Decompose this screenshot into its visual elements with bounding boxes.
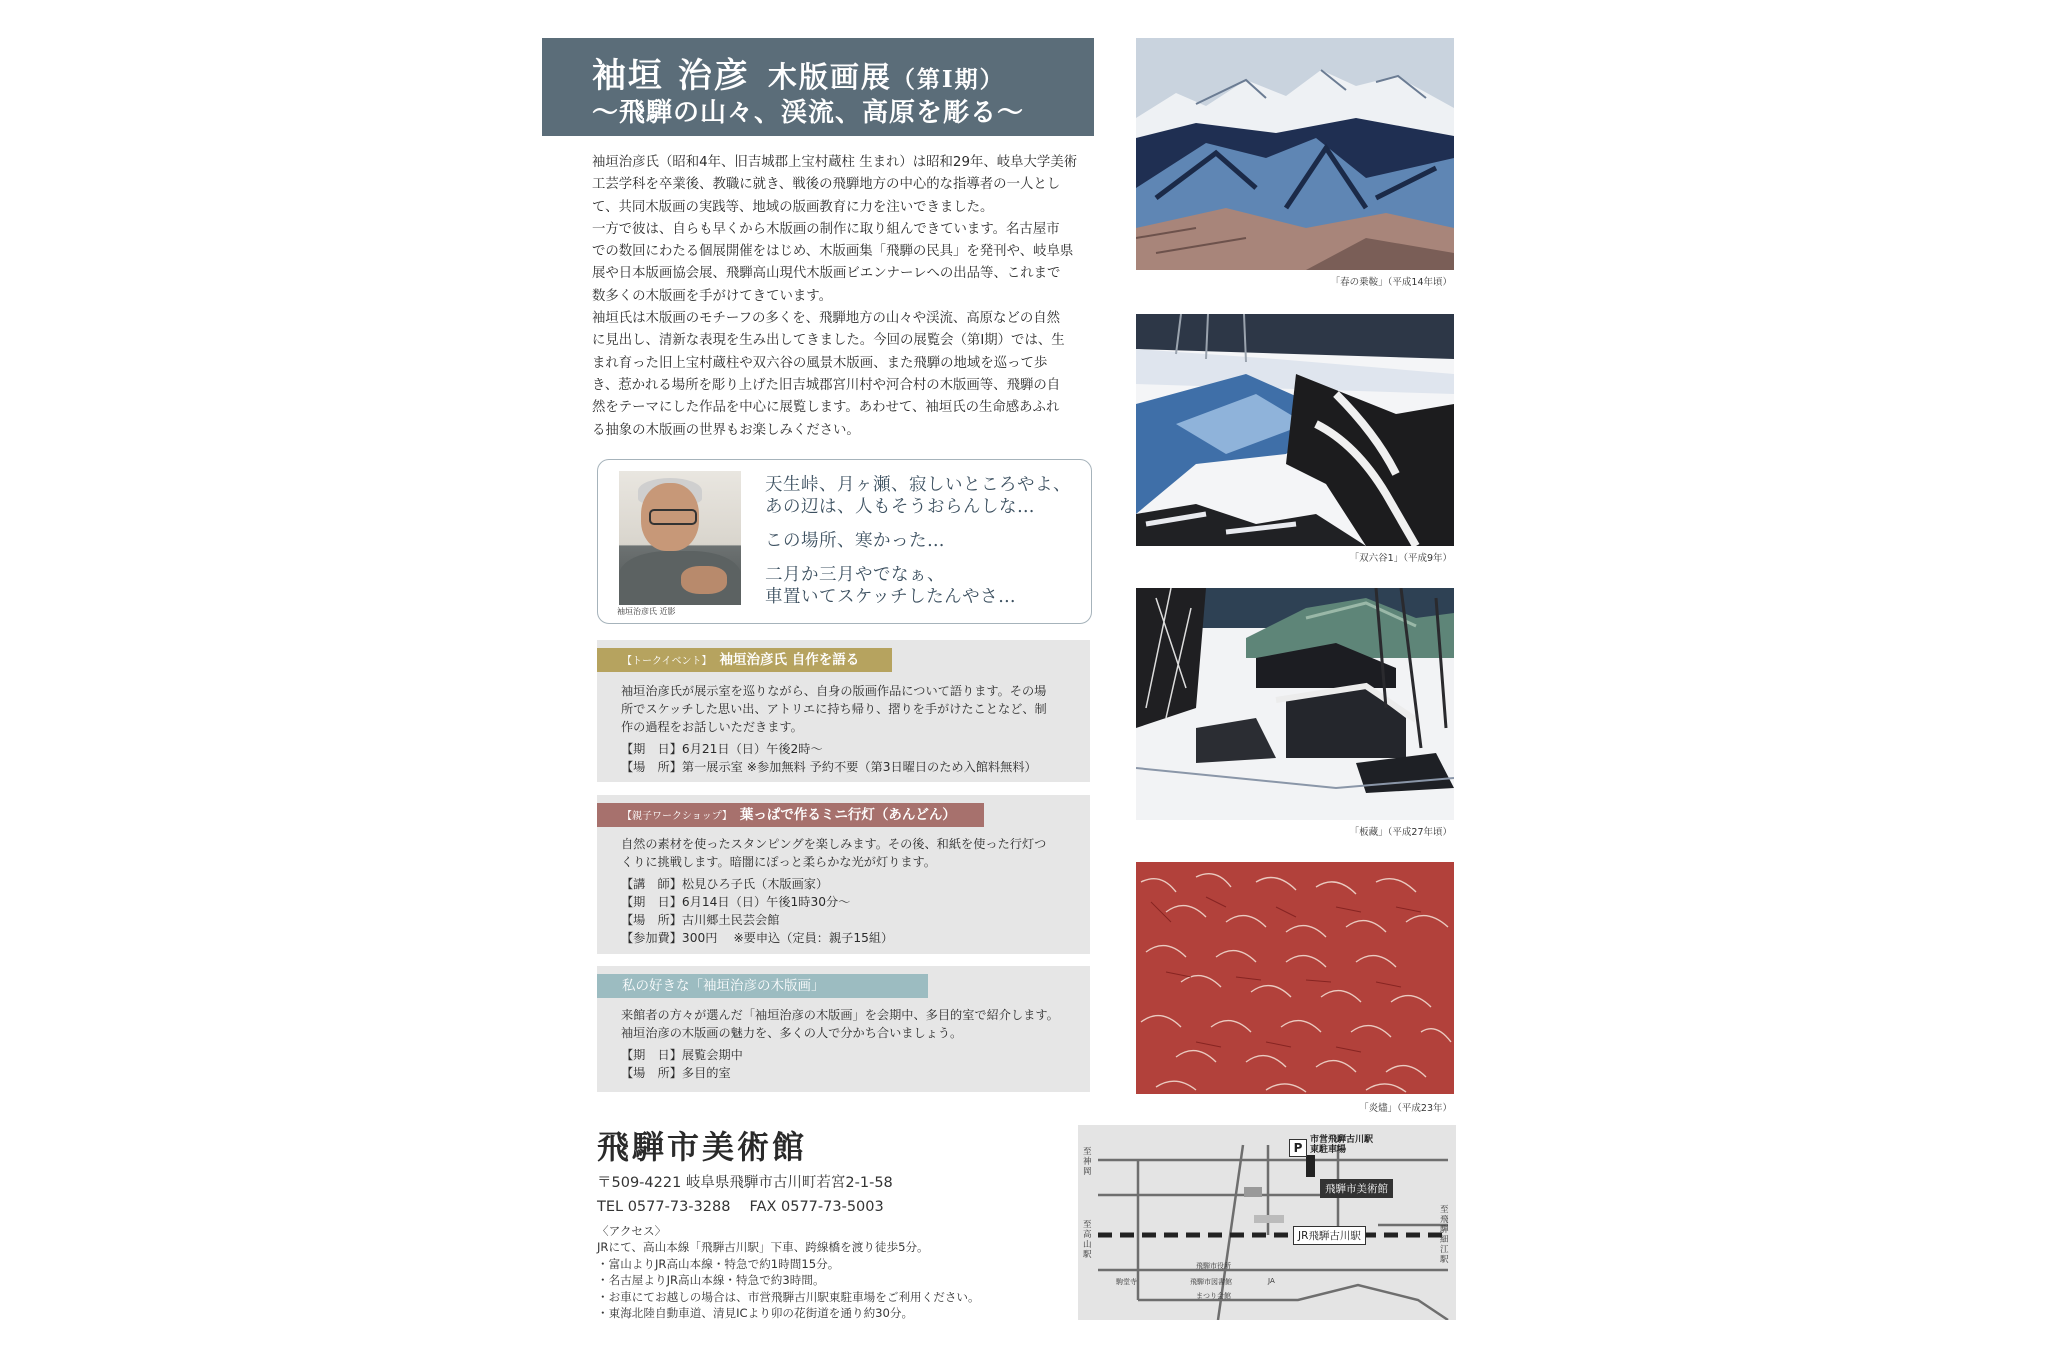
museum-name: 飛騨市美術館 [597,1128,808,1166]
intro-line: き、惹かれる場所を彫り上げた旧吉城郡宮川村や河合村の木版画等、飛騨の自 [592,377,1061,393]
parking-label-line: 東駐車場 [1310,1145,1347,1155]
map-station-label: JR飛騨古川駅 [1293,1226,1366,1245]
intro-line: 工芸学科を卒業後、教職に就き、戦後の飛騨地方の中心的な指導者の一人とし [592,177,1061,193]
access-line: ・お車にてお越しの場合は、市営飛騨古川駅東駐車場をご利用ください。 [597,1289,980,1304]
intro-line: 然をテーマにした作品を中心に展覧します。あわせて、袖垣氏の生命感あふれ [592,400,1060,416]
exhibition-name: 木版画展 [767,60,892,94]
museum-phone: TEL 0577-73-3288 FAX 0577-73-5003 [597,1199,884,1215]
access-title: 〈アクセス〉 [597,1224,667,1238]
intro-text [592,152,1097,442]
event-detail: 【期 日】6月14日（日）午後1時30分〜 [621,895,851,909]
event-detail: 【参加費】300円 ※要申込（定員：親子15組） [621,931,894,945]
artwork-spring-norikura [1136,38,1454,270]
favorites-event-heading [597,974,928,998]
artist-name: 袖垣 治彦 [592,56,750,96]
map-direction-kamioka: 至神岡 [1083,1147,1092,1177]
access-map [1078,1125,1456,1320]
event-desc-line: 袖垣治彦の木版画の魅力を、多くの人で分かち合いましょう。 [621,1026,963,1040]
event-desc-line: 袖垣治彦氏が展示室を巡りながら、自身の版画作品について語ります。その場 [621,684,1047,698]
workshop-event-title: 葉っぱで作るミニ行灯（あんどん） [739,807,956,823]
access-info [597,1223,980,1321]
talk-event-body [621,682,1047,776]
workshop-event-box [597,795,1090,954]
quote-line: 二月か三月やでなぁ、 [765,565,945,585]
map-label-temple: 駒堂寺 [1116,1278,1137,1286]
workshop-event-body [621,835,1046,947]
artwork-sugoroku-valley [1136,314,1454,546]
artwork-flame-ember [1136,862,1454,1094]
parking-label [1310,1135,1373,1155]
portrait-caption: 袖垣治彦氏 近影 [617,607,676,616]
access-line: ・名古屋よりJR高山本線・特急で約3時間。 [597,1273,825,1288]
museum-contact [597,1171,893,1219]
event-detail: 【期 日】6月21日（日）午後2時〜 [621,742,823,756]
event-detail: 【場 所】古川郷土民芸会館 [621,913,780,927]
intro-line: る抽象の木版画の世界もお楽しみください。 [592,422,860,438]
talk-event-box [597,640,1090,782]
artist-quote-box [597,459,1092,624]
intro-line: 展や日本版画協会展、飛騨高山現代木版画ビエンナーレへの出品等、これまで [592,266,1061,282]
map-direction-hosoe: 至飛騨細江駅 [1440,1205,1449,1265]
favorites-event-box [597,966,1090,1092]
artwork-caption: 「春の乗鞍」（平成14年頃） [1330,277,1452,288]
access-line: JRにて、高山本線「飛騨古川駅」下車、跨線橋を渡り徒歩5分。 [597,1240,929,1255]
title-banner [542,38,1094,136]
event-desc-line: 来館者の方々が選んだ「袖垣治彦の木版画」を会期中、多目的室で紹介します。 [621,1008,1059,1022]
talk-event-title: 袖垣治彦氏 自作を語る [719,652,860,668]
map-direction-takayama: 至高山駅 [1083,1220,1092,1260]
parking-label-line: 市営飛騨古川駅 [1310,1135,1374,1145]
event-detail: 【講 師】松見ひろ子氏（木版画家） [621,877,829,891]
intro-line: での数回にわたる個展開催をはじめ、木版画集「飛騨の民具」を発刊や、岐阜県 [592,244,1074,260]
intro-line: 袖垣治彦氏（昭和4年、旧吉城郡上宝村蔵柱 生まれ）は昭和29年、岐阜大学美術 [592,155,1078,170]
event-desc-line: 作の過程をお話しいただきます。 [621,720,803,734]
quote-line: 車置いてスケッチしたんやさ… [765,587,1017,607]
talk-event-tag: 【トークイベント】 [622,656,712,667]
access-line: ・富山よりJR高山本線・特急で約1時間15分。 [597,1256,840,1271]
museum-address: 〒509-4221 岐阜県飛騨市古川町若宮2-1-58 [597,1175,893,1191]
intro-line: 袖垣氏は木版画のモチーフの多くを、飛騨地方の山々や渓流、高原などの自然 [592,311,1060,327]
quote-line: あの辺は、人もそうおらんしな… [765,497,1035,517]
parking-icon: P [1289,1139,1307,1157]
map-label-library: 飛騨市図書館 [1190,1278,1232,1286]
access-line: ・東海北陸自動車道、清見ICより卯の花街道を通り約30分。 [597,1306,914,1321]
artist-quote [765,474,1071,608]
map-label-city-hall: 飛騨市役所 [1196,1262,1231,1270]
exhibition-period: （第Ⅰ期） [891,66,1005,93]
event-detail: 【場 所】第一展示室 ※参加無料 予約不要（第3日曜日のため入館料無料） [621,760,1037,774]
favorites-event-title: 私の好きな「袖垣治彦の木版画」 [622,978,825,994]
event-desc-line: 自然の素材を使ったスタンピングを楽しみます。その後、和紙を使った行灯つ [621,837,1047,851]
artwork-caption: 「双六谷1」（平成9年） [1349,553,1452,564]
artwork-caption: 「板藏」（平成27年頃） [1349,827,1452,838]
event-desc-line: くりに挑戦します。暗闇にぽっと柔らかな光が灯ります。 [621,855,936,869]
intro-line: 一方で彼は、自らも早くから木版画の制作に取り組んできています。名古屋市 [592,221,1060,237]
event-desc-line: 所でスケッチした思い出、アトリエに持ち帰り、摺りを手がけたことなど、制 [621,702,1047,716]
map-label-matsuri-hall: まつり会館 [1196,1292,1231,1300]
workshop-event-tag: 【親子ワークショップ】 [622,811,732,822]
intro-line: 数多くの木版画を手がけてきています。 [592,288,832,304]
map-museum-label: 飛騨市美術館 [1320,1179,1393,1198]
intro-line: まれ育った旧上宝村蔵柱や双六谷の風景木版画、また飛騨の地域を巡って歩 [592,355,1048,371]
intro-line: て、共同木版画の実践等、地域の版画教育に力を注いできました。 [592,199,994,215]
intro-line: に見出し、清新な表現を生み出してきました。今回の展覧会（第Ⅰ期）では、生 [592,333,1065,349]
favorites-event-body [621,1006,1059,1082]
event-detail: 【期 日】展覧会期中 [621,1048,743,1062]
quote-line: 天生峠、月ヶ瀬、寂しいところやよ、 [765,475,1071,495]
map-label-ja: JA [1268,1277,1275,1285]
artist-portrait [619,471,741,605]
talk-event-heading [597,648,892,672]
quote-line: この場所、寒かった… [765,531,945,551]
artwork-storehouse [1136,588,1454,820]
exhibition-subtitle: 〜飛騨の山々、渓流、高原を彫る〜 [592,98,1025,128]
artwork-caption: 「炎燼」（平成23年） [1359,1103,1452,1114]
workshop-event-heading [597,803,984,827]
exhibition-title [592,48,1005,97]
event-detail: 【場 所】多目的室 [621,1066,731,1080]
